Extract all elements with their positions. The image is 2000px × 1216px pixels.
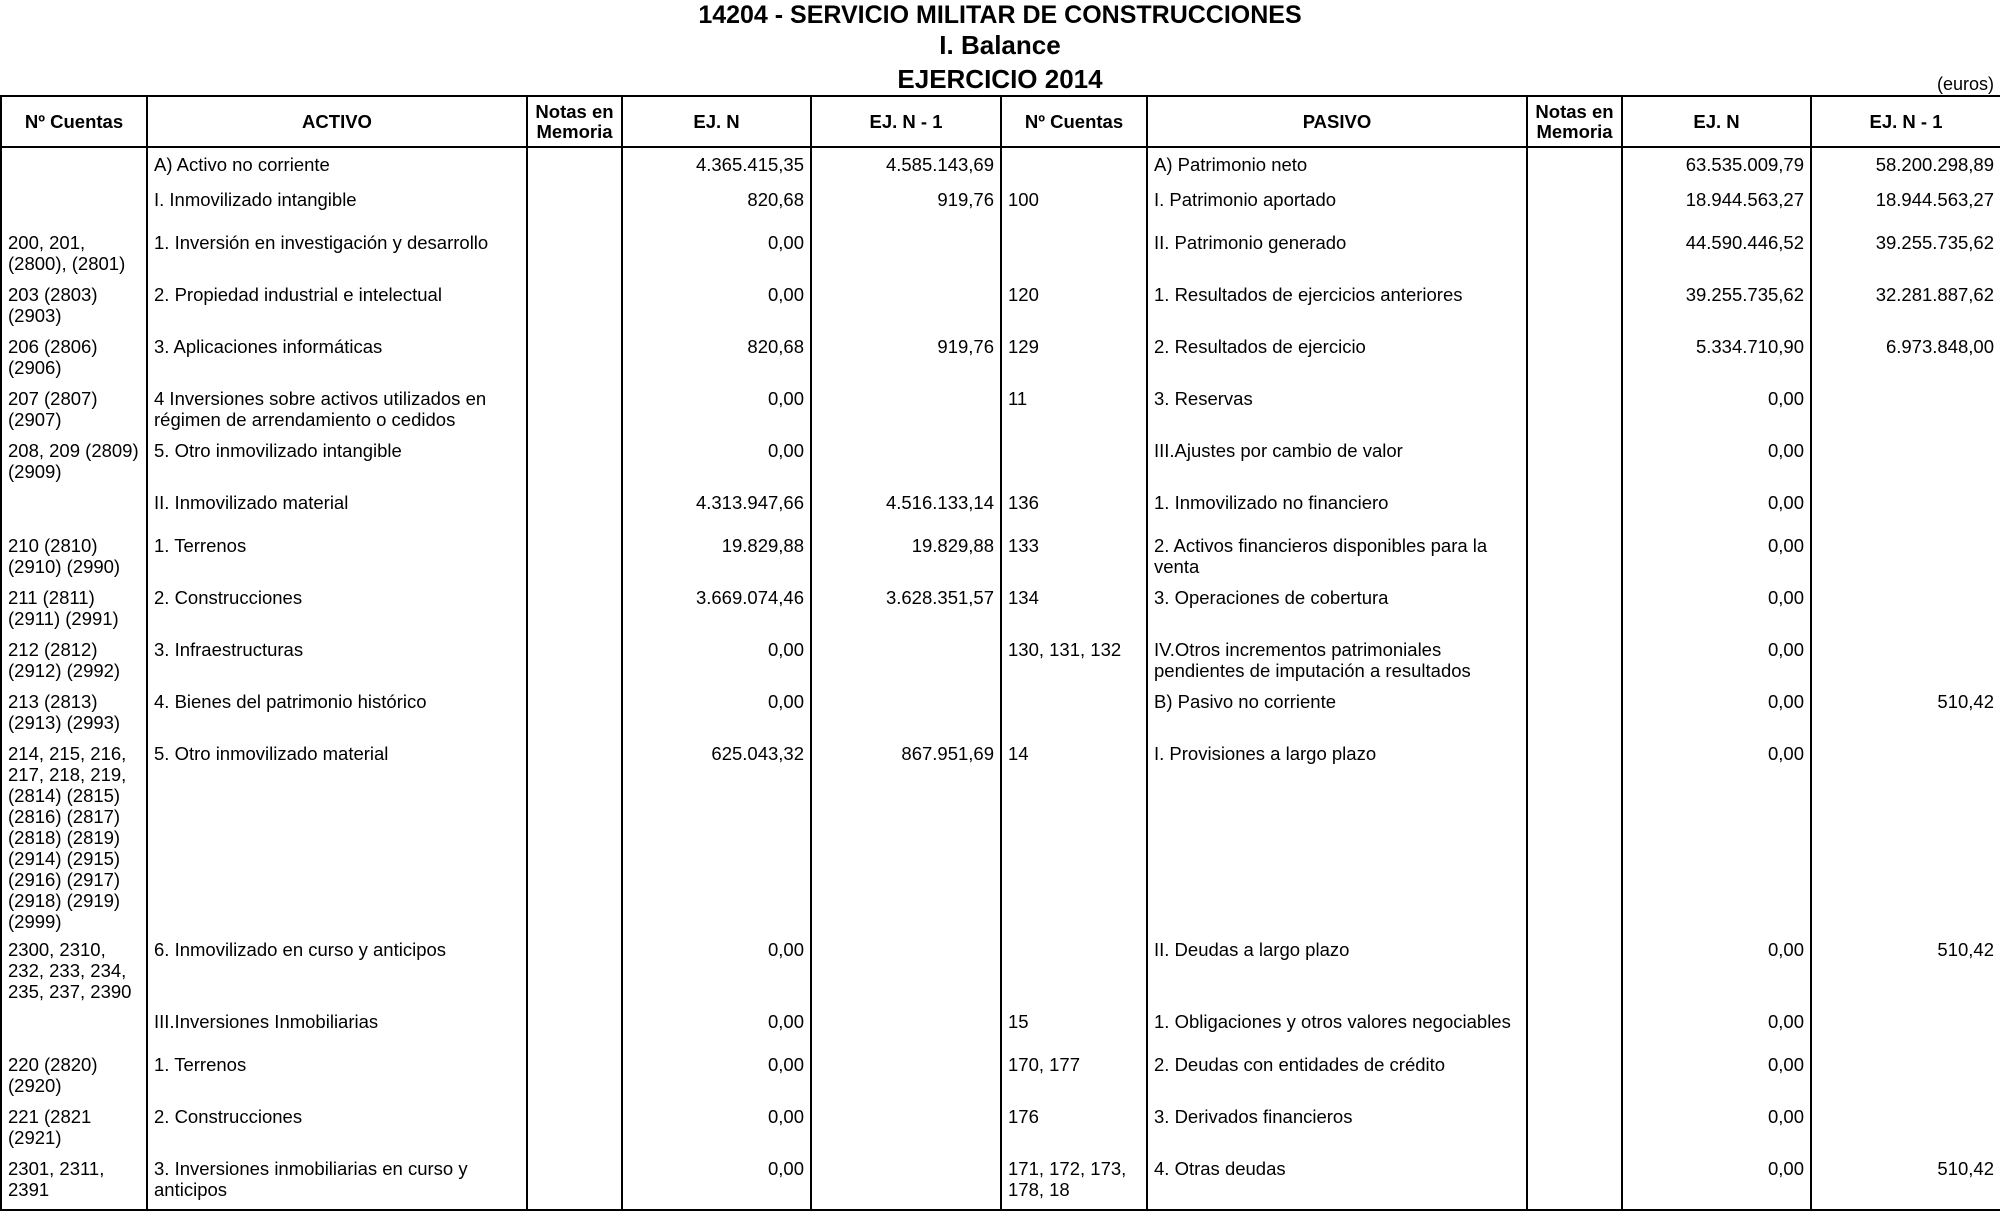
- table-row: [1, 492, 2000, 535]
- cell-concepto-activo: 1. Inversión en investigación y desarrollo: [147, 232, 527, 284]
- cell-ejn1-pasivo: 39.255.735,62: [1811, 232, 2000, 284]
- cell-ejn1-pasivo: [1811, 587, 2000, 639]
- cell-notas-activo: [527, 147, 622, 189]
- cell-concepto-pasivo: 2. Deudas con entidades de crédito: [1147, 1054, 1527, 1106]
- table-row: [1, 388, 2000, 440]
- cell-ejn1-activo: 19.829,88: [811, 535, 1001, 587]
- cell-concepto-activo: 2. Propiedad industrial e intelectual: [147, 284, 527, 336]
- cell-ejn1-pasivo: 58.200.298,89: [1811, 147, 2000, 189]
- cell-notas-activo: [527, 535, 622, 587]
- cell-cuentas-activo: 2300, 2310, 232, 233, 234, 235, 237, 2390: [1, 939, 147, 1011]
- cell-cuentas-pasivo: 170, 177: [1001, 1054, 1147, 1106]
- cell-concepto-activo: 1. Terrenos: [147, 1054, 527, 1106]
- cell-concepto-activo: 4 Inversiones sobre activos utilizados en régimen de arrendamiento o cedidos: [147, 388, 527, 440]
- cell-ejn1-pasivo: [1811, 440, 2000, 492]
- cell-ejn-activo: 0,00: [622, 1054, 811, 1106]
- cell-notas-pasivo: [1527, 232, 1622, 284]
- cell-concepto-activo: 5. Otro inmovilizado material: [147, 743, 527, 939]
- cell-concepto-activo: 6. Inmovilizado en curso y anticipos: [147, 939, 527, 1011]
- cell-ejn1-pasivo: 18.944.563,27: [1811, 189, 2000, 232]
- table-body: [1, 147, 2000, 1210]
- balance-table: [0, 95, 2000, 1211]
- col-header-activo: ACTIVO: [147, 96, 527, 147]
- cell-cuentas-pasivo: 171, 172, 173, 178, 18: [1001, 1158, 1147, 1210]
- cell-ejn1-pasivo: 510,42: [1811, 1158, 2000, 1210]
- cell-notas-activo: [527, 388, 622, 440]
- cell-concepto-activo: 3. Infraestructuras: [147, 639, 527, 691]
- cell-concepto-activo: 3. Inversiones inmobiliarias en curso y anticipos: [147, 1158, 527, 1210]
- cell-ejn1-pasivo: [1811, 535, 2000, 587]
- cell-cuentas-pasivo: 14: [1001, 743, 1147, 939]
- cell-ejn-pasivo: 5.334.710,90: [1622, 336, 1811, 388]
- table-row: [1, 691, 2000, 743]
- cell-concepto-pasivo: 3. Operaciones de cobertura: [1147, 587, 1527, 639]
- cell-ejn-activo: 0,00: [622, 1158, 811, 1210]
- cell-cuentas-pasivo: [1001, 939, 1147, 1011]
- cell-ejn1-pasivo: [1811, 388, 2000, 440]
- cell-ejn-activo: 820,68: [622, 189, 811, 232]
- cell-cuentas-activo: 208, 209 (2809) (2909): [1, 440, 147, 492]
- cell-notas-pasivo: [1527, 492, 1622, 535]
- cell-cuentas-activo: 221 (2821 (2921): [1, 1106, 147, 1158]
- cell-cuentas-pasivo: 11: [1001, 388, 1147, 440]
- cell-ejn1-pasivo: 32.281.887,62: [1811, 284, 2000, 336]
- cell-ejn-pasivo: 0,00: [1622, 939, 1811, 1011]
- cell-cuentas-pasivo: [1001, 691, 1147, 743]
- cell-concepto-activo: 3. Aplicaciones informáticas: [147, 336, 527, 388]
- cell-ejn1-pasivo: 6.973.848,00: [1811, 336, 2000, 388]
- cell-notas-pasivo: [1527, 743, 1622, 939]
- cell-concepto-activo: II. Inmovilizado material: [147, 492, 527, 535]
- cell-ejn-pasivo: 0,00: [1622, 388, 1811, 440]
- cell-cuentas-pasivo: 133: [1001, 535, 1147, 587]
- table-row: [1, 147, 2000, 189]
- cell-cuentas-pasivo: 136: [1001, 492, 1147, 535]
- cell-ejn-pasivo: 63.535.009,79: [1622, 147, 1811, 189]
- table-row: [1, 336, 2000, 388]
- cell-notas-activo: [527, 284, 622, 336]
- cell-notas-pasivo: [1527, 1054, 1622, 1106]
- table-row: [1, 189, 2000, 232]
- cell-cuentas-activo: 211 (2811) (2911) (2991): [1, 587, 147, 639]
- cell-concepto-pasivo: 1. Resultados de ejercicios anteriores: [1147, 284, 1527, 336]
- cell-cuentas-activo: 214, 215, 216, 217, 218, 219, (2814) (2815) (2816) (2817) (2818) (2819) (2914) (2915) (2916) (2917) (2918) (2919) (2999): [1, 743, 147, 939]
- cell-ejn-pasivo: 0,00: [1622, 587, 1811, 639]
- cell-ejn-pasivo: 0,00: [1622, 535, 1811, 587]
- cell-notas-activo: [527, 492, 622, 535]
- cell-ejn-pasivo: 39.255.735,62: [1622, 284, 1811, 336]
- cell-ejn-activo: 0,00: [622, 440, 811, 492]
- cell-ejn-activo: 3.669.074,46: [622, 587, 811, 639]
- cell-ejn-activo: 625.043,32: [622, 743, 811, 939]
- cell-cuentas-activo: 213 (2813) (2913) (2993): [1, 691, 147, 743]
- cell-ejn1-activo: [811, 388, 1001, 440]
- cell-concepto-pasivo: II. Deudas a largo plazo: [1147, 939, 1527, 1011]
- cell-ejn-pasivo: 0,00: [1622, 1011, 1811, 1054]
- cell-concepto-activo: 2. Construcciones: [147, 587, 527, 639]
- cell-cuentas-pasivo: 176: [1001, 1106, 1147, 1158]
- cell-cuentas-activo: [1, 1011, 147, 1054]
- cell-concepto-activo: 2. Construcciones: [147, 1106, 527, 1158]
- cell-ejn-pasivo: 0,00: [1622, 492, 1811, 535]
- cell-notas-pasivo: [1527, 1106, 1622, 1158]
- cell-ejn1-activo: [811, 639, 1001, 691]
- report-subtitle: I. Balance: [939, 30, 1061, 60]
- cell-cuentas-pasivo: 100: [1001, 189, 1147, 232]
- cell-ejn-activo: 0,00: [622, 639, 811, 691]
- table-row: [1, 639, 2000, 691]
- fiscal-year-title: EJERCICIO 2014: [897, 64, 1103, 94]
- cell-notas-activo: [527, 691, 622, 743]
- col-header-cuentas-pasivo: Nº Cuentas: [1001, 96, 1147, 147]
- cell-cuentas-activo: 2301, 2311, 2391: [1, 1158, 147, 1210]
- table-row: [1, 1106, 2000, 1158]
- cell-notas-activo: [527, 440, 622, 492]
- cell-concepto-pasivo: 2. Resultados de ejercicio: [1147, 336, 1527, 388]
- cell-cuentas-activo: 220 (2820) (2920): [1, 1054, 147, 1106]
- cell-notas-activo: [527, 1011, 622, 1054]
- cell-cuentas-pasivo: 134: [1001, 587, 1147, 639]
- cell-ejn-pasivo: 0,00: [1622, 1054, 1811, 1106]
- cell-notas-activo: [527, 587, 622, 639]
- cell-ejn-pasivo: 0,00: [1622, 639, 1811, 691]
- cell-ejn1-pasivo: 510,42: [1811, 691, 2000, 743]
- cell-notas-pasivo: [1527, 691, 1622, 743]
- cell-ejn-activo: 0,00: [622, 939, 811, 1011]
- table-row: [1, 1054, 2000, 1106]
- cell-concepto-pasivo: I. Patrimonio aportado: [1147, 189, 1527, 232]
- cell-ejn1-activo: [811, 284, 1001, 336]
- cell-notas-activo: [527, 1158, 622, 1210]
- cell-ejn1-activo: 919,76: [811, 336, 1001, 388]
- col-header-ejn-activo: EJ. N: [622, 96, 811, 147]
- cell-concepto-pasivo: A) Patrimonio neto: [1147, 147, 1527, 189]
- cell-notas-activo: [527, 189, 622, 232]
- cell-concepto-pasivo: B) Pasivo no corriente: [1147, 691, 1527, 743]
- cell-ejn-pasivo: 0,00: [1622, 1106, 1811, 1158]
- table-row: [1, 939, 2000, 1011]
- report-title: 14204 - SERVICIO MILITAR DE CONSTRUCCIONES: [698, 1, 1302, 29]
- col-header-ejn1-activo: EJ. N - 1: [811, 96, 1001, 147]
- cell-ejn-activo: 4.313.947,66: [622, 492, 811, 535]
- cell-concepto-pasivo: I. Provisiones a largo plazo: [1147, 743, 1527, 939]
- cell-ejn1-activo: [811, 1106, 1001, 1158]
- cell-notas-activo: [527, 336, 622, 388]
- cell-ejn1-pasivo: [1811, 1011, 2000, 1054]
- cell-ejn1-pasivo: [1811, 1106, 2000, 1158]
- cell-ejn1-pasivo: [1811, 492, 2000, 535]
- cell-notas-pasivo: [1527, 284, 1622, 336]
- cell-notas-pasivo: [1527, 189, 1622, 232]
- cell-ejn1-pasivo: [1811, 1054, 2000, 1106]
- table-row: [1, 1011, 2000, 1054]
- col-header-notas-pasivo: Notas en Memoria: [1527, 96, 1622, 147]
- cell-notas-activo: [527, 1054, 622, 1106]
- cell-ejn1-activo: 867.951,69: [811, 743, 1001, 939]
- col-header-ejn1-pasivo: EJ. N - 1: [1811, 96, 2000, 147]
- cell-concepto-activo: 4. Bienes del patrimonio histórico: [147, 691, 527, 743]
- cell-concepto-pasivo: IV.Otros incrementos patrimoniales pendientes de imputación a resultados: [1147, 639, 1527, 691]
- cell-ejn1-activo: 4.585.143,69: [811, 147, 1001, 189]
- cell-ejn-pasivo: 0,00: [1622, 743, 1811, 939]
- cell-ejn-activo: 0,00: [622, 691, 811, 743]
- cell-ejn-activo: 0,00: [622, 1011, 811, 1054]
- cell-notas-activo: [527, 1106, 622, 1158]
- cell-ejn-pasivo: 18.944.563,27: [1622, 189, 1811, 232]
- cell-concepto-pasivo: 3. Reservas: [1147, 388, 1527, 440]
- cell-notas-pasivo: [1527, 639, 1622, 691]
- table-row: [1, 284, 2000, 336]
- cell-notas-pasivo: [1527, 535, 1622, 587]
- cell-cuentas-activo: [1, 147, 147, 189]
- cell-notas-pasivo: [1527, 1158, 1622, 1210]
- cell-ejn1-activo: [811, 939, 1001, 1011]
- cell-cuentas-pasivo: [1001, 440, 1147, 492]
- cell-notas-activo: [527, 743, 622, 939]
- table-row: [1, 535, 2000, 587]
- cell-notas-pasivo: [1527, 1011, 1622, 1054]
- cell-cuentas-activo: [1, 492, 147, 535]
- cell-ejn1-pasivo: 510,42: [1811, 939, 2000, 1011]
- cell-ejn1-pasivo: [1811, 743, 2000, 939]
- cell-concepto-activo: 1. Terrenos: [147, 535, 527, 587]
- cell-ejn1-pasivo: [1811, 639, 2000, 691]
- cell-concepto-activo: A) Activo no corriente: [147, 147, 527, 189]
- cell-ejn1-activo: [811, 232, 1001, 284]
- table-row: [1, 232, 2000, 284]
- cell-concepto-pasivo: 2. Activos financieros disponibles para la venta: [1147, 535, 1527, 587]
- cell-cuentas-activo: [1, 189, 147, 232]
- cell-ejn-activo: 0,00: [622, 284, 811, 336]
- currency-unit: (euros): [1936, 74, 1994, 94]
- cell-notas-activo: [527, 639, 622, 691]
- cell-cuentas-pasivo: [1001, 232, 1147, 284]
- cell-ejn-activo: 0,00: [622, 1106, 811, 1158]
- cell-concepto-pasivo: 3. Derivados financieros: [1147, 1106, 1527, 1158]
- cell-cuentas-pasivo: 120: [1001, 284, 1147, 336]
- cell-notas-activo: [527, 939, 622, 1011]
- cell-ejn-pasivo: 0,00: [1622, 691, 1811, 743]
- col-header-cuentas-activo: Nº Cuentas: [1, 96, 147, 147]
- table-row: [1, 743, 2000, 939]
- cell-concepto-pasivo: III.Ajustes por cambio de valor: [1147, 440, 1527, 492]
- table-row: [1, 1158, 2000, 1210]
- cell-concepto-activo: 5. Otro inmovilizado intangible: [147, 440, 527, 492]
- cell-ejn1-activo: [811, 1158, 1001, 1210]
- cell-notas-pasivo: [1527, 388, 1622, 440]
- cell-ejn1-activo: 4.516.133,14: [811, 492, 1001, 535]
- col-header-pasivo: PASIVO: [1147, 96, 1527, 147]
- cell-ejn1-activo: [811, 1054, 1001, 1106]
- cell-cuentas-pasivo: 130, 131, 132: [1001, 639, 1147, 691]
- cell-ejn1-activo: 3.628.351,57: [811, 587, 1001, 639]
- cell-cuentas-pasivo: 15: [1001, 1011, 1147, 1054]
- cell-ejn1-activo: [811, 691, 1001, 743]
- cell-ejn-activo: 0,00: [622, 388, 811, 440]
- cell-ejn-activo: 0,00: [622, 232, 811, 284]
- cell-ejn-pasivo: 0,00: [1622, 1158, 1811, 1210]
- cell-ejn-activo: 820,68: [622, 336, 811, 388]
- cell-notas-pasivo: [1527, 336, 1622, 388]
- cell-ejn1-activo: [811, 440, 1001, 492]
- col-header-ejn-pasivo: EJ. N: [1622, 96, 1811, 147]
- cell-ejn-pasivo: 44.590.446,52: [1622, 232, 1811, 284]
- col-header-notas-activo: Notas en Memoria: [527, 96, 622, 147]
- cell-concepto-activo: I. Inmovilizado intangible: [147, 189, 527, 232]
- cell-notas-pasivo: [1527, 440, 1622, 492]
- cell-cuentas-pasivo: [1001, 147, 1147, 189]
- cell-notas-pasivo: [1527, 939, 1622, 1011]
- cell-ejn-activo: 19.829,88: [622, 535, 811, 587]
- cell-cuentas-activo: 206 (2806) (2906): [1, 336, 147, 388]
- cell-notas-pasivo: [1527, 587, 1622, 639]
- cell-concepto-pasivo: 4. Otras deudas: [1147, 1158, 1527, 1210]
- cell-concepto-activo: III.Inversiones Inmobiliarias: [147, 1011, 527, 1054]
- table-row: [1, 440, 2000, 492]
- cell-notas-activo: [527, 232, 622, 284]
- cell-concepto-pasivo: 1. Obligaciones y otros valores negociables: [1147, 1011, 1527, 1054]
- table-row: [1, 587, 2000, 639]
- cell-ejn1-activo: [811, 1011, 1001, 1054]
- cell-cuentas-activo: 200, 201, (2800), (2801): [1, 232, 147, 284]
- cell-cuentas-pasivo: 129: [1001, 336, 1147, 388]
- cell-cuentas-activo: 210 (2810) (2910) (2990): [1, 535, 147, 587]
- cell-concepto-pasivo: II. Patrimonio generado: [1147, 232, 1527, 284]
- cell-ejn-activo: 4.365.415,35: [622, 147, 811, 189]
- cell-notas-pasivo: [1527, 147, 1622, 189]
- cell-ejn-pasivo: 0,00: [1622, 440, 1811, 492]
- cell-cuentas-activo: 207 (2807) (2907): [1, 388, 147, 440]
- cell-concepto-pasivo: 1. Inmovilizado no financiero: [1147, 492, 1527, 535]
- cell-cuentas-activo: 212 (2812) (2912) (2992): [1, 639, 147, 691]
- cell-ejn1-activo: 919,76: [811, 189, 1001, 232]
- table-header-row: [1, 96, 2000, 147]
- cell-cuentas-activo: 203 (2803) (2903): [1, 284, 147, 336]
